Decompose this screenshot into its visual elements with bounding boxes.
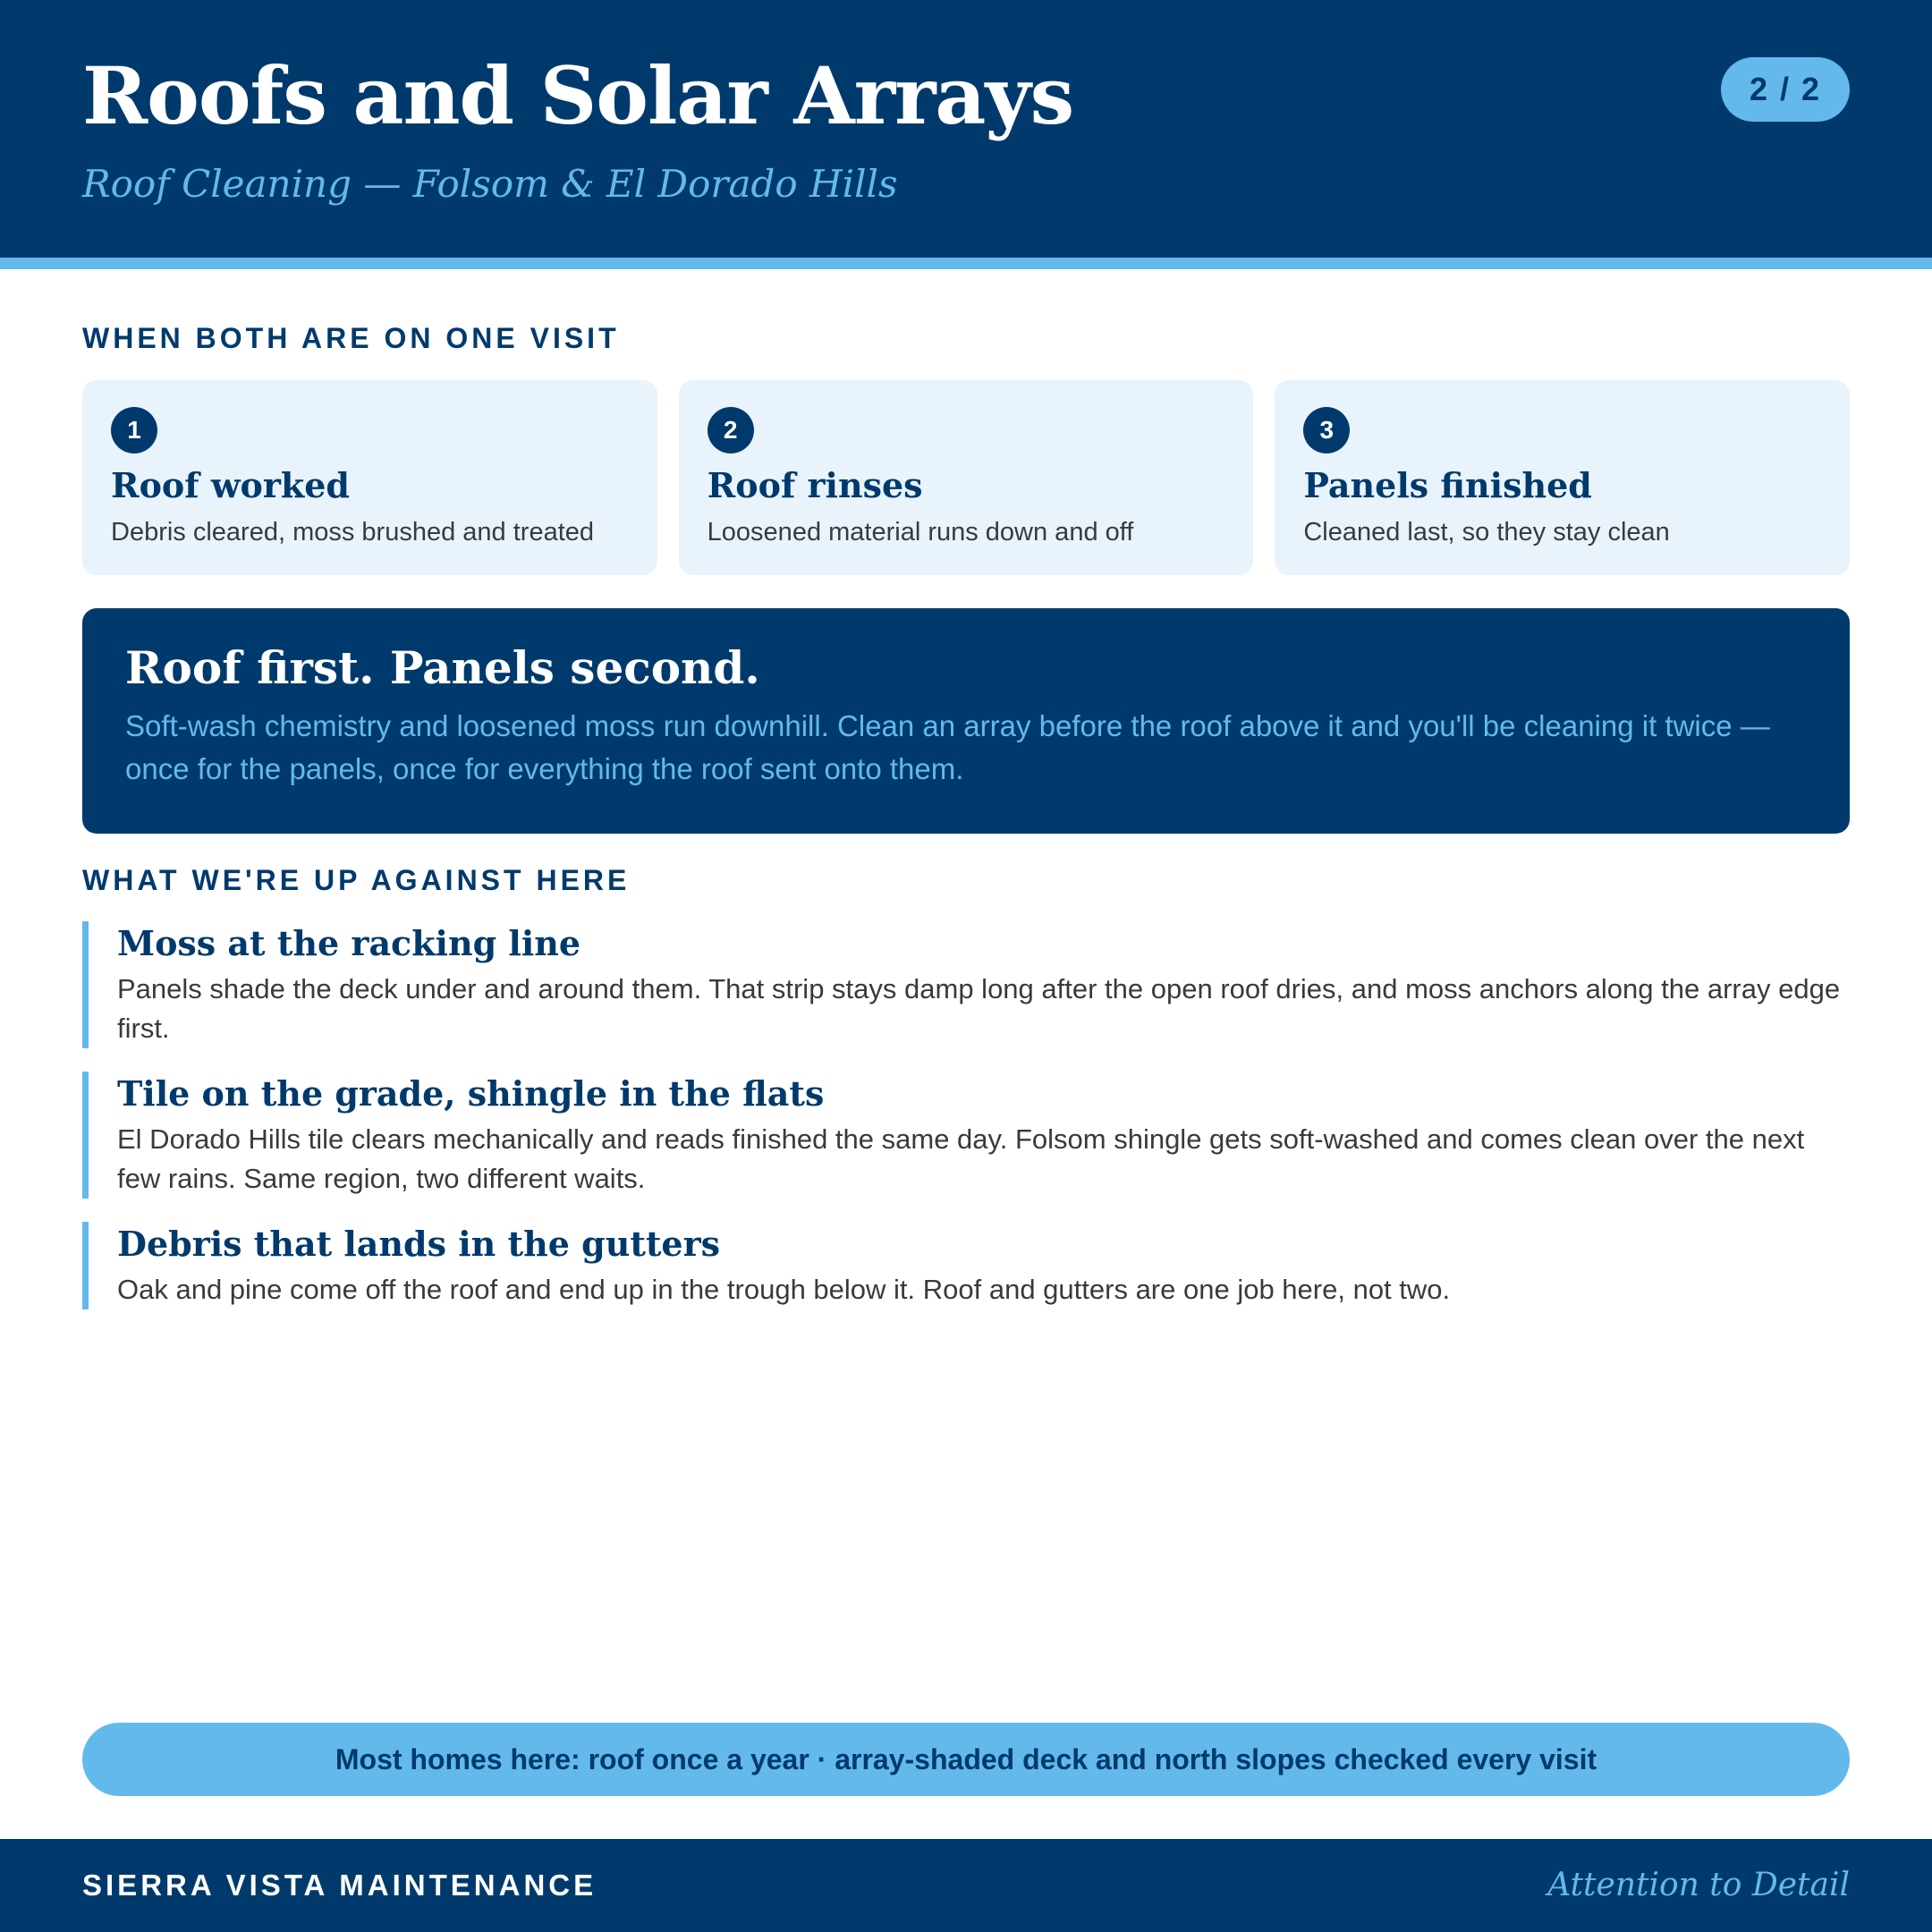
step-title: Panels finished: [1303, 465, 1592, 505]
challenge-title: Moss at the racking line: [117, 923, 581, 963]
page-footer: [0, 1839, 1932, 1932]
callout-body: Soft-wash chemistry and loosened moss run downhill. Clean an array before the roof above it and you'll be cleaning it twice — once for the panels, once for everything the roof sent onto them.: [125, 709, 1770, 785]
company-name: SIERRA VISTA MAINTENANCE: [82, 1868, 597, 1902]
key-rule-callout: [82, 608, 1850, 834]
step-cards: [82, 380, 1850, 575]
page-header: [0, 0, 1932, 258]
service-cadence-banner: Most homes here: roof once a year · array-shaded deck and north slopes checked every visit: [82, 1723, 1850, 1796]
step-description: Debris cleared, moss brushed and treated: [111, 518, 595, 547]
step-title: Roof worked: [111, 465, 351, 505]
page-subtitle: Roof Cleaning — Folsom & El Dorado Hills: [82, 162, 898, 206]
step-card-1: [82, 380, 657, 575]
challenges-heading: WHAT WE'RE UP AGAINST HERE: [82, 864, 631, 896]
challenge-body: El Dorado Hills tile clears mechanically and reads finished the same day. Folsom shingle gets soft-washed and comes clean over the next few rains. Same region, two different waits.: [117, 1123, 1805, 1194]
callout-title: Roof first. Panels second.: [125, 641, 760, 694]
challenge-title: Tile on the grade, shingle in the flats: [117, 1073, 825, 1114]
challenge-item: [82, 921, 1850, 1048]
step-number-badge: 2: [708, 407, 754, 453]
step-title: Roof rinses: [707, 465, 923, 505]
challenge-body: Oak and pine come off the roof and end up in the trough below it. Roof and gutters are one job here, not two.: [117, 1274, 1451, 1305]
step-card-2: [679, 380, 1254, 575]
company-tagline: Attention to Detail: [1547, 1867, 1850, 1903]
page-title: Roofs and Solar Arrays: [82, 49, 1074, 142]
sequence-heading: WHEN BOTH ARE ON ONE VISIT: [82, 322, 620, 354]
challenge-item: [82, 1222, 1850, 1309]
challenge-item: [82, 1072, 1850, 1199]
challenge-list: [82, 921, 1850, 1333]
step-number-badge: 1: [111, 407, 157, 453]
challenge-body: Panels shade the deck under and around them. That strip stays damp long after the open roof dries, and moss anchors along the array edge first.: [117, 973, 1841, 1044]
header-accent-stripe: [0, 258, 1932, 269]
step-description: Loosened material runs down and off: [707, 518, 1134, 547]
challenge-title: Debris that lands in the gutters: [117, 1224, 721, 1264]
page-indicator-badge: 2 / 2: [1721, 57, 1850, 122]
step-number-badge: 3: [1303, 407, 1350, 453]
step-description: Cleaned last, so they stay clean: [1303, 518, 1670, 547]
step-card-3: [1275, 380, 1850, 575]
